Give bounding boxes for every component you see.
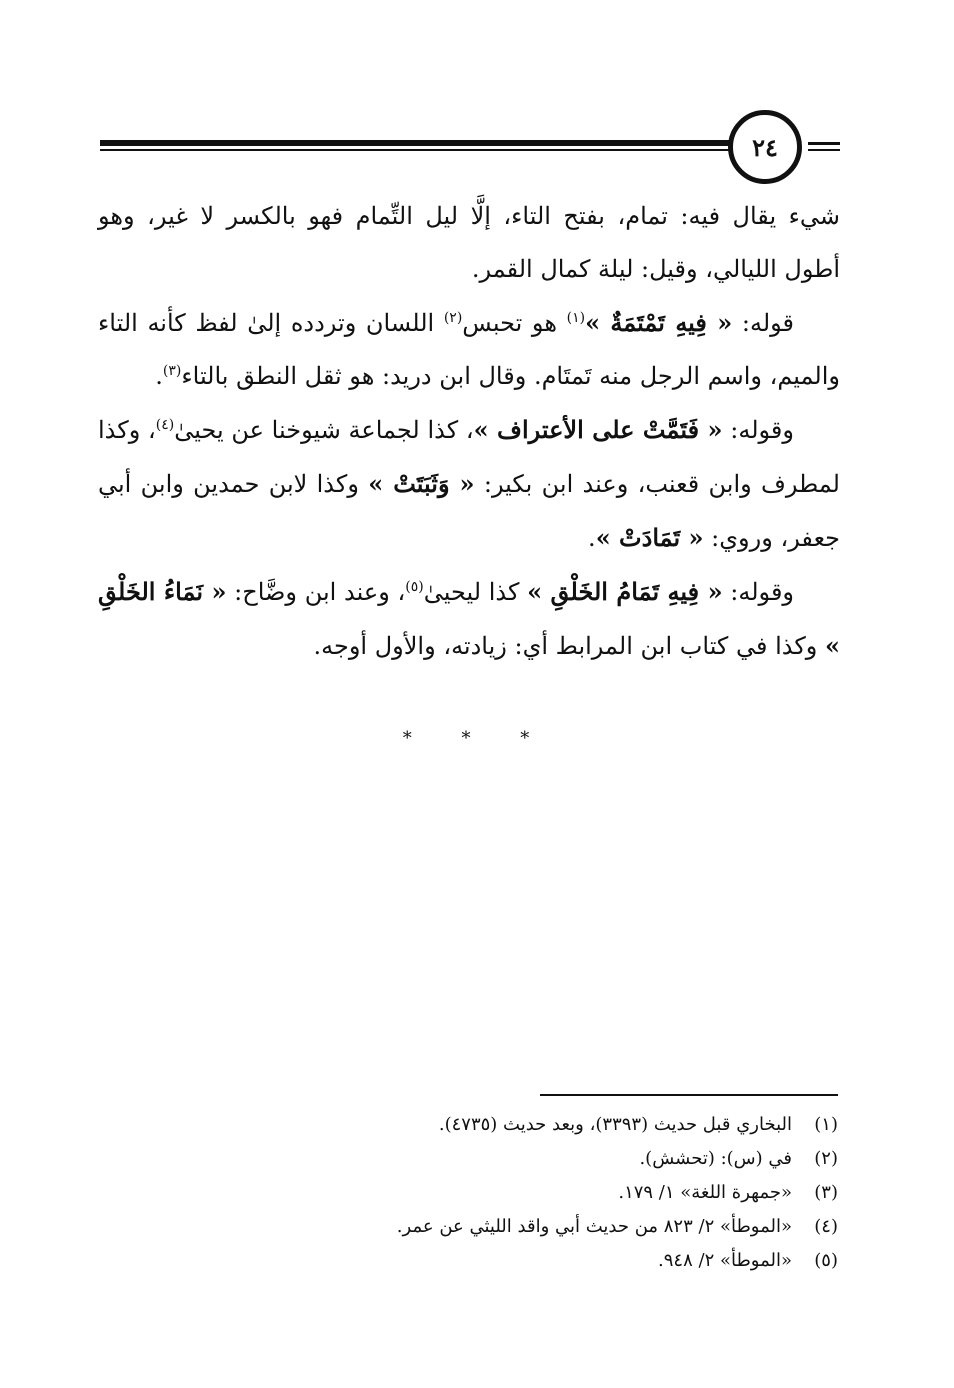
p3-lead: وقوله: — [722, 416, 794, 444]
header-rule-right — [808, 142, 840, 145]
p3-quote-2: « وَثَبَتَتْ » — [368, 469, 475, 498]
p4-quote-2: « نَمَاءُ الخَلْقِ » — [98, 577, 840, 660]
p3-mid-3: وكذا لابن حمدين وابن أبي جعفر، وروي: — [98, 470, 840, 552]
footnote-divider — [540, 1094, 838, 1096]
p3-mid-1: ، كذا لجماعة شيوخنا عن يحيىٰ — [174, 416, 474, 444]
footnote-3 — [300, 1176, 838, 1210]
footnote-5 — [300, 1244, 838, 1278]
header-rule-right-thin — [808, 149, 840, 151]
footnote-text: «جمهرة اللغة» ١/ ١٧٩. — [618, 1182, 792, 1203]
p2-quote: « فِيهِ تَمْتَمَةٌ » — [585, 308, 733, 337]
footnote-ref-4[interactable]: (٤) — [155, 417, 175, 433]
p3-end: . — [588, 524, 596, 552]
footnote-number: (٥) — [814, 1250, 838, 1271]
footnote-number: (٣) — [814, 1182, 838, 1203]
footnote-2 — [300, 1142, 838, 1176]
p3-quote-1: « فَتَمَّتْ على الأعتراف » — [473, 415, 723, 444]
p4-mid-1: كذا ليحيىٰ — [423, 578, 528, 606]
p4-end: وكذا في كتاب ابن المرابط أي: زيادته، والأول أوجه. — [313, 632, 825, 660]
footnotes — [300, 1108, 838, 1278]
p2-end: . — [155, 362, 163, 390]
page-number: ٢٤ — [728, 110, 802, 184]
footnote-ref-2[interactable]: (٢) — [443, 310, 463, 326]
footnote-text: في (س): (تحشش). — [639, 1148, 792, 1169]
p4-mid-2: ، وعند ابن وضَّاح: — [226, 578, 406, 606]
footnote-1 — [300, 1108, 838, 1142]
footnote-number: (١) — [814, 1114, 838, 1135]
p2-mid: هو تحبس — [462, 309, 567, 337]
paragraph-3 — [98, 403, 840, 565]
section-separator: * * * — [402, 728, 552, 749]
p2-rest: اللسان وتردده إلىٰ لفظ كأنه التاء والميم، واسم الرجل منه تَمتَام. وقال ابن دريد: هو ثقل النطق بالتاء — [98, 309, 840, 390]
footnote-ref-3[interactable]: (٣) — [162, 363, 182, 379]
footnote-text: «الموطأ» ٢/ ٨٢٣ من حديث أبي واقد الليثي عن عمر. — [396, 1216, 792, 1237]
p3-mid-2: ، وكذا لمطرف وابن قعنب، وعند ابن بكير: — [98, 416, 840, 498]
p4-lead: وقوله: — [722, 578, 795, 606]
paragraph-4 — [98, 565, 840, 673]
footnote-4 — [300, 1210, 838, 1244]
footnote-number: (٤) — [814, 1216, 838, 1237]
footnote-text: البخاري قبل حديث (٣٣٩٣)، وبعد حديث (٤٧٣٥). — [438, 1114, 792, 1135]
footnote-ref-1[interactable]: (١) — [566, 310, 586, 326]
p3-quote-3: « تَمَادَتْ » — [595, 523, 704, 552]
footnote-number: (٢) — [814, 1148, 838, 1169]
p4-quote-1: « فِيهِ تَمَامُ الخَلْقِ » — [527, 577, 723, 606]
header-rule — [100, 140, 732, 146]
p2-lead: قوله: — [732, 309, 795, 337]
footnote-ref-5[interactable]: (٥) — [405, 579, 424, 595]
paragraph-2 — [98, 296, 840, 403]
paragraph-1: شيء يقال فيه: تمام، بفتح التاء، إلَّا ليل التِّمام فهو بالكسر لا غير، وهو أطول الليالي، وقيل: ليلة كمال القمر. — [98, 202, 840, 283]
footnote-text: «الموطأ» ٢/ ٩٤٨. — [658, 1250, 792, 1271]
main-text — [98, 190, 840, 673]
header-rule-thin — [100, 149, 732, 151]
